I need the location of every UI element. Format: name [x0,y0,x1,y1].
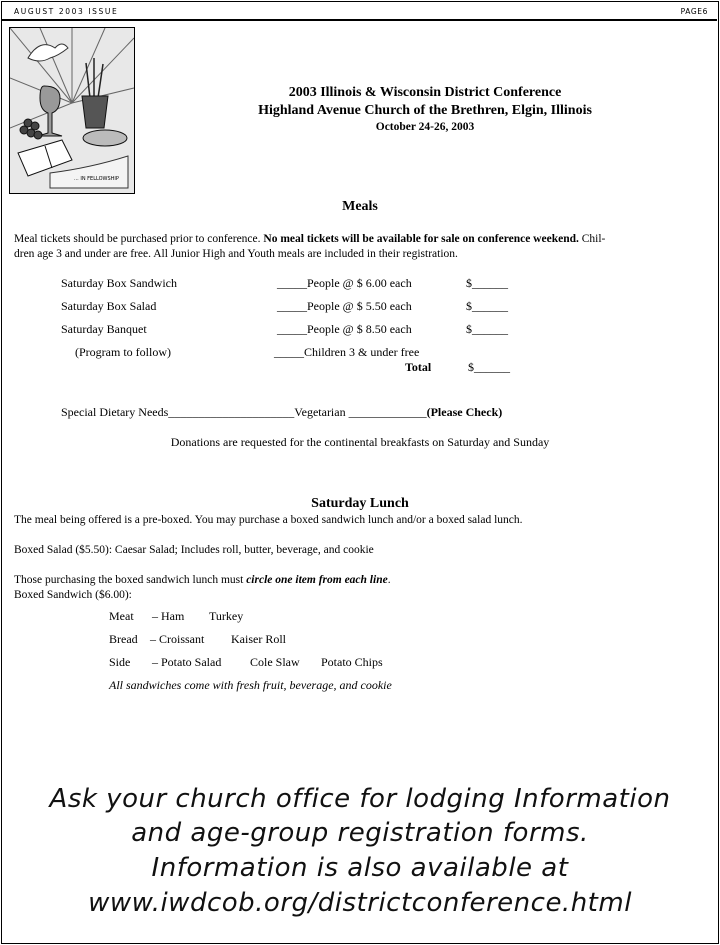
meal-item-name: Saturday Box Salad [61,299,157,313]
option-choice: Potato Chips [321,655,383,669]
option-choice: Kaiser Roll [231,632,286,646]
dietary-needs: Special Dietary Needs_____________________Vegetarian _____________(Please Check) [61,405,503,419]
meals-heading: Meals [342,199,378,214]
total-amount: $______ [468,360,510,374]
lunch-intro: The meal being offered is a pre-boxed. You may purchase a boxed sandwich lunch and/or a boxed salad lunch. [14,514,523,526]
fellowship-illustration [9,27,135,194]
conference-title: 2003 Illinois & Wisconsin District Conference [288,85,562,100]
meal-item-name: Saturday Box Sandwich [61,276,177,290]
meal-item-qty: _____People @ $ 6.00 each [277,276,412,290]
issue-label: AUGUST 2003 ISSUE [14,7,119,16]
meal-item-amount: $______ [466,276,508,290]
donations-note: Donations are requested for the continental breakfasts on Saturday and Sunday [170,435,550,449]
footer-line-2: and age-group registration forms. [131,818,589,848]
conference-location: Highland Avenue Church of the Brethren, Elgin, Illinois [258,103,592,118]
option-choice: Cole Slaw [250,655,300,669]
boxed-salad: Boxed Salad ($5.50): Caesar Salad; Includes roll, butter, beverage, and cookie [14,544,374,556]
meal-item-amount: $______ [466,299,508,313]
header-rule [2,19,717,21]
sandwich-note: All sandwiches come with fresh fruit, beverage, and cookie [109,678,392,692]
option-label: Bread [109,632,138,646]
meals-intro: Meal tickets should be purchased prior to conference. No meal tickets will be available for sale on conference weekend. Chil- dren age 3 and under are free. All Junior High and Youth meals are included in their registration. [14,233,606,260]
meal-item-qty: _____People @ $ 5.50 each [277,299,412,313]
option-choice: – Ham [152,609,185,623]
meal-item-amount: $______ [466,322,508,336]
option-choice: – Croissant [150,632,205,646]
meal-item-name: Saturday Banquet [61,322,147,336]
lunch-heading: Saturday Lunch [311,496,409,511]
option-label: Side [109,655,131,669]
children-line: _____Children 3 & under free [274,345,420,359]
footer-line-1: Ask your church office for lodging Information [49,784,671,814]
footer-line-4[interactable]: www.iwdcob.org/districtconference.html [88,888,632,918]
art-caption: ... IN FELLOWSHIP [74,176,119,182]
total-label: Total [405,360,432,374]
program-note: (Program to follow) [75,345,171,359]
footer-line-3: Information is also available at [151,853,569,883]
option-label: Meat [109,609,134,623]
option-choice: Turkey [209,609,244,623]
conference-dates: October 24-26, 2003 [375,121,475,133]
meal-item-qty: _____People @ $ 8.50 each [277,322,412,336]
option-choice: – Potato Salad [152,655,222,669]
page-number: PAGE6 [680,7,708,16]
circle-instruction: Those purchasing the boxed sandwich lunch must circle one item from each line. Boxed Sandwich ($6.00): [14,574,391,601]
